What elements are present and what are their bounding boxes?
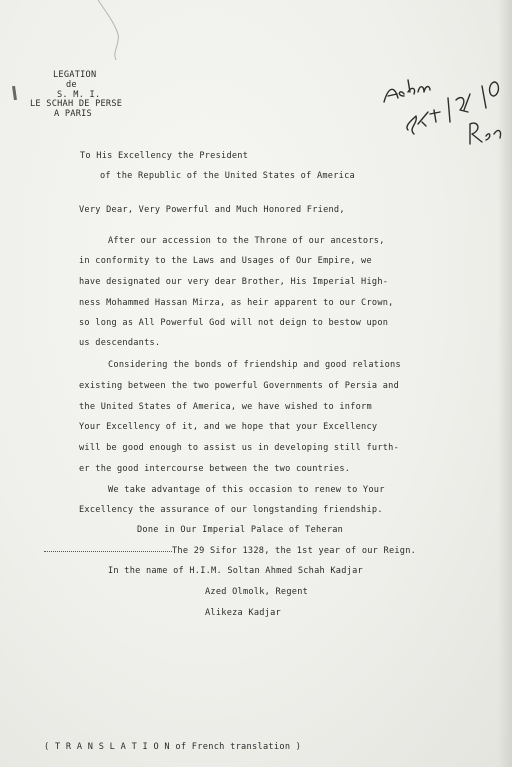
letterhead-line-5: A PARIS (54, 109, 92, 119)
letterhead-line-2: de (66, 80, 77, 90)
body-line: We take advantage of this occasion to renew to Your (108, 485, 385, 495)
paper-crease (92, 0, 132, 60)
body-line: us descendants. (79, 338, 161, 348)
translation-note: ( T R A N S L A T I O N of French translation ) (44, 742, 302, 752)
signatory-regent: Azed Olmolk, Regent (205, 587, 309, 597)
body-line: er the good intercourse between the two countries. (79, 464, 351, 474)
dotted-leader (44, 551, 172, 552)
closing-date: The 29 Sifor 1328, the 1st year of our Reign. (172, 546, 417, 556)
handwritten-annotation (378, 38, 508, 148)
body-line: the United States of America, we have wished to inform (79, 402, 372, 412)
body-line: ness Mohammed Hassan Mirza, as heir apparent to our Crown, (79, 298, 394, 308)
letterhead-line-1: LEGATION (53, 70, 97, 80)
margin-mark (12, 86, 17, 100)
address-line-1: To His Excellency the President (80, 151, 249, 161)
body-line: have designated our very dear Brother, His Imperial High- (79, 277, 389, 287)
body-line: Excellency the assurance of our longstanding friendship. (79, 505, 383, 515)
body-line: will be good enough to assist us in developing still furth- (79, 443, 400, 453)
body-line: Considering the bonds of friendship and good relations (108, 360, 401, 370)
address-line-2: of the Republic of the United States of America (100, 171, 355, 181)
salutation: Very Dear, Very Powerful and Much Honored Friend, (79, 205, 345, 215)
body-line: so long as All Powerful God will not deign to bestow upon (79, 318, 389, 328)
closing-place: Done in Our Imperial Palace of Teheran (137, 525, 344, 535)
letterhead-line-4: LE SCHAH DE PERSE (30, 99, 123, 109)
closing-on-behalf: In the name of H.I.M. Soltan Ahmed Schah Kadjar (108, 566, 363, 576)
body-line: After our accession to the Throne of our ancestors, (108, 236, 385, 246)
letterhead-line-3: S. M. I. (57, 90, 101, 100)
body-line: in conformity to the Laws and Usages of Our Empire, we (79, 256, 372, 266)
body-line: existing between the two powerful Governments of Persia and (79, 381, 400, 391)
body-line: Your Excellency of it, and we hope that your Excellency (79, 422, 378, 432)
signatory-name: Alikeza Kadjar (205, 608, 281, 618)
